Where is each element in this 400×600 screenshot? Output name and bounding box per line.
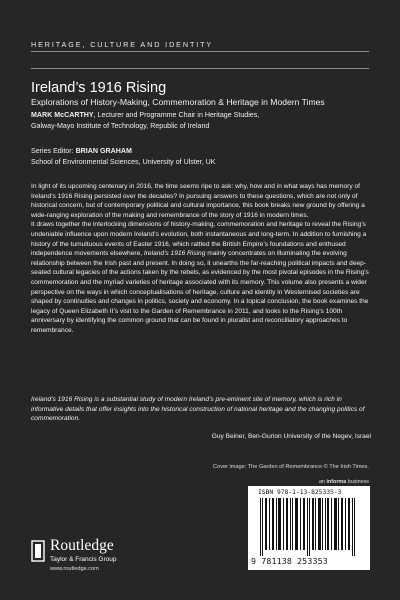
- endorsement-attribution: Guy Beiner, Ben-Gurion University of the Negev, Israel: [211, 433, 371, 440]
- author-name: MARK McCARTHY: [31, 111, 94, 119]
- series-label: HERITAGE, CULTURE AND IDENTITY: [31, 40, 214, 49]
- barcode-icon: [254, 498, 364, 556]
- informa-suffix: business: [346, 479, 369, 485]
- informa-word: informa: [326, 479, 347, 485]
- cover-image-credit: Cover image: The Garden of Remembrance © The Irish Times.: [213, 464, 369, 470]
- publisher-group: Taylor & Francis Group: [50, 556, 117, 563]
- description-paragraph-1: In light of its upcoming centenary in 2016, the time seems ripe to ask: why, how and in what ways has memory of Ireland’s 1916 Rising persisted over the decades? In pursuing answers to these questions, which are not only of historical concern, but of contemporary political and cultural importance, this book breaks new ground by offering a wide-ranging exploration of the making and remembrance of the story of 1916 in modern times.: [31, 183, 365, 219]
- publisher-url: www.routledge.com: [50, 566, 99, 572]
- description-text: It draws together the interlocking dimensions of history-making, commemoration and heritage to reveal the Rising’s undeniable influence upon modern Ireland’s evolution, both instantaneous and long-term. In addition to furnishing a history of the tumultuous events of Easter 1916, which rattled the British Empire’s foundations and enthused independence movements elsewhere,: [31, 221, 367, 258]
- bottom-rule: [31, 68, 369, 69]
- endorsement-quote: Ireland’s 1916 Rising is a substantial study of modern Ireland’s pre-eminent site of memory, which is rich in informative details that offer insights into the historical construction of national heritage and the changing politics of commemoration.: [31, 396, 365, 423]
- series-editor-name: BRIAN GRAHAM: [75, 147, 132, 155]
- description-title-italic: Ireland’s 1916 Rising: [143, 250, 206, 258]
- publisher-logo: [31, 539, 171, 579]
- routledge-logo-icon: [31, 540, 45, 562]
- series-editor-affiliation: School of Environmental Sciences, University of Ulster, UK: [31, 157, 216, 166]
- author-institution: Galway-Mayo Institute of Technology, Republic of Ireland: [31, 121, 210, 130]
- book-description: [31, 182, 373, 336]
- series-editor-info: [31, 146, 331, 167]
- book-title: Ireland’s 1916 Rising: [31, 80, 167, 96]
- publisher-name: Routledge: [50, 537, 114, 554]
- informa-prefix: an: [318, 479, 327, 485]
- barcode-panel: [248, 486, 370, 570]
- description-paragraph-2: [31, 220, 373, 335]
- author-info: [31, 110, 331, 131]
- barcode-digits: 9 781138 253353: [251, 556, 328, 566]
- informa-business-note: [319, 479, 369, 485]
- top-rule: [31, 51, 369, 52]
- description-text-cont: mainly concentrates on illuminating the evolving relationship between the Irish past and present. In doing so, it unearths the far-reaching political impacts and deep-seated cultural legacies of the actions taken by the rebels, as evidenced by the most pivotal episodes in the Rising’s commemoration and the myriad varieties of heritage associated with its memory. This volume also presents a wider perspective on the ways in which conceptualisations of heritage, culture and identity in Westernised societies are shaped by continuities and changes in politics, society and economy. In a topical conclusion, the book examines the legacy of Queen Elizabeth II’s visit to the Garden of Remembrance in 2011, and looks to the Rising’s 100th anniversary by identifying the common ground that can be found in pluralist and reconciliatory approaches to remembrance.: [31, 250, 369, 334]
- book-subtitle: Explorations of History-Making, Commemoration & Heritage in Modern Times: [31, 97, 325, 107]
- author-role: , Lecturer and Programme Chair in Heritage Studies,: [93, 111, 260, 119]
- isbn-text: ISBN 978-1-13-825335-3: [258, 489, 342, 496]
- series-editor-prefix: Series Editor:: [31, 147, 76, 155]
